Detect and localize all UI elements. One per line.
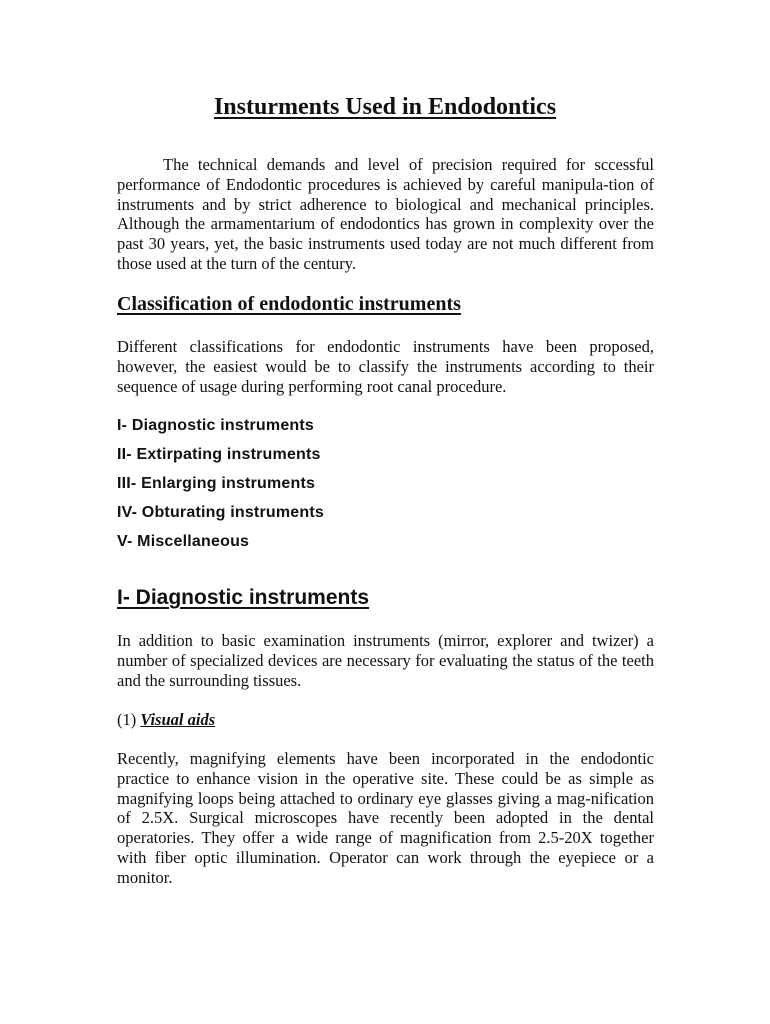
visual-aids-subheading — [117, 710, 215, 730]
diagnostic-paragraph: In addition to basic examination instruments (mirror, explorer and twizer) a number of specialized devices are necessary for evaluating the status of the teeth and the surrounding tissues. — [117, 631, 654, 690]
list-item-diagnostic: I- Diagnostic instruments — [117, 417, 315, 434]
visual-aids-number: (1) — [117, 710, 137, 729]
page-title: Insturments Used in Endodontics — [213, 94, 557, 120]
intro-paragraph: The technical demands and level of precision required for sccessful performance of Endodontic procedures is achieved by careful manipula-tion of instruments and by strict adherence to biological and mechanical principles. Although the armamentarium of endodontics has grown in complexity over the past 30 years, yet, the basic instruments used today are not much different from those used at the turn of the century. — [117, 155, 654, 273]
classification-paragraph: Different classifications for endodontic instruments have been proposed, however, the easiest would be to classify the instruments according to their sequence of usage during performing root canal procedure. — [117, 337, 654, 396]
list-item-enlarging: III- Enlarging instruments — [117, 475, 316, 492]
visual-aids-title: Visual aids — [140, 710, 216, 729]
list-item-miscellaneous: V- Miscellaneous — [117, 533, 250, 550]
classification-heading: Classification of endodontic instruments — [117, 293, 461, 315]
list-item-extirpating: II- Extirpating instruments — [117, 446, 321, 463]
visual-aids-paragraph: Recently, magnifying elements have been incorporated in the endodontic practice to enhance vision in the operative site. These could be as simple as magnifying loops being attached to ordinary eye glasses giving a mag-nification of 2.5X. Surgical microscopes have recently been adopted in the dental operatories. They offer a wide range of magnification from 2.5-20X together with fiber optic illumination. Operator can work through the eyepiece or a monitor. — [117, 749, 654, 887]
list-item-obturating: IV- Obturating instruments — [117, 504, 324, 521]
diagnostic-heading: I- Diagnostic instruments — [117, 586, 370, 609]
